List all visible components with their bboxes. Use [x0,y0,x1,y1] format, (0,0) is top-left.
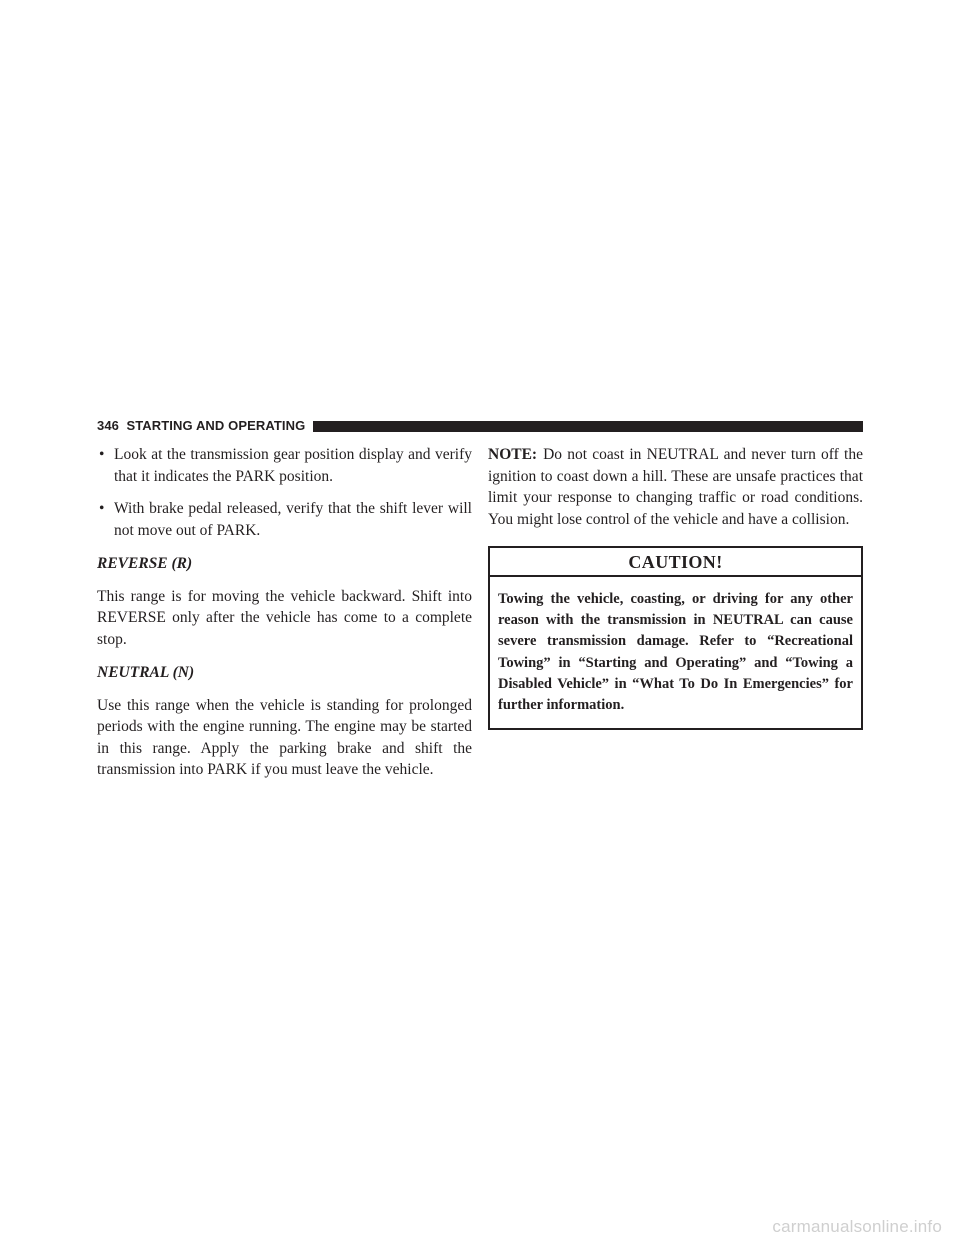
reverse-heading: REVERSE (R) [97,555,193,572]
note-label: NOTE: [488,446,538,463]
neutral-heading: NEUTRAL (N) [97,664,195,681]
left-column [97,444,472,792]
bullet-item [97,498,472,541]
caution-title: CAUTION! [490,548,861,577]
watermark: carmanualsonline.info [772,1217,942,1236]
page-number: 346 [97,418,119,433]
caution-text: Towing the vehicle, coasting, or driving for any other reason with the transmission in NEUTRAL can cause severe transmission damage. Refer to “Recreational Towing” in “Starting and Operating” and “Towing a Disabled Vehicle” in “What To Do In Emergencies” for further information. [498,591,853,714]
section-title: STARTING AND OPERATING [126,418,306,433]
note-paragraph [488,444,863,530]
bullet-item [97,444,472,487]
bullet-icon: • [99,500,105,517]
page-header-text [97,418,305,434]
reverse-paragraph: This range is for moving the vehicle backward. Shift into REVERSE only after the vehicle has come to a complete stop. [97,587,472,648]
header-rule [313,421,863,432]
bullet-text: With brake pedal released, verify that the shift lever will not move out of PARK. [114,500,472,539]
bullet-icon: • [99,446,105,463]
neutral-paragraph: Use this range when the vehicle is standing for prolonged periods with the engine running. The engine may be started in this range. Apply the parking brake and shift the transmission into PARK if you must leave the vehicle. [97,696,472,778]
bullet-text: Look at the transmission gear position display and verify that it indicates the PARK position. [114,446,472,485]
note-text: Do not coast in NEUTRAL and never turn off the ignition to coast down a hill. These are unsafe practices that limit your response to changing traffic or road conditions. You might lose control of the vehicle and have a collision. [488,446,863,528]
page-header [97,418,863,434]
right-column [488,444,863,730]
caution-box [488,546,863,730]
